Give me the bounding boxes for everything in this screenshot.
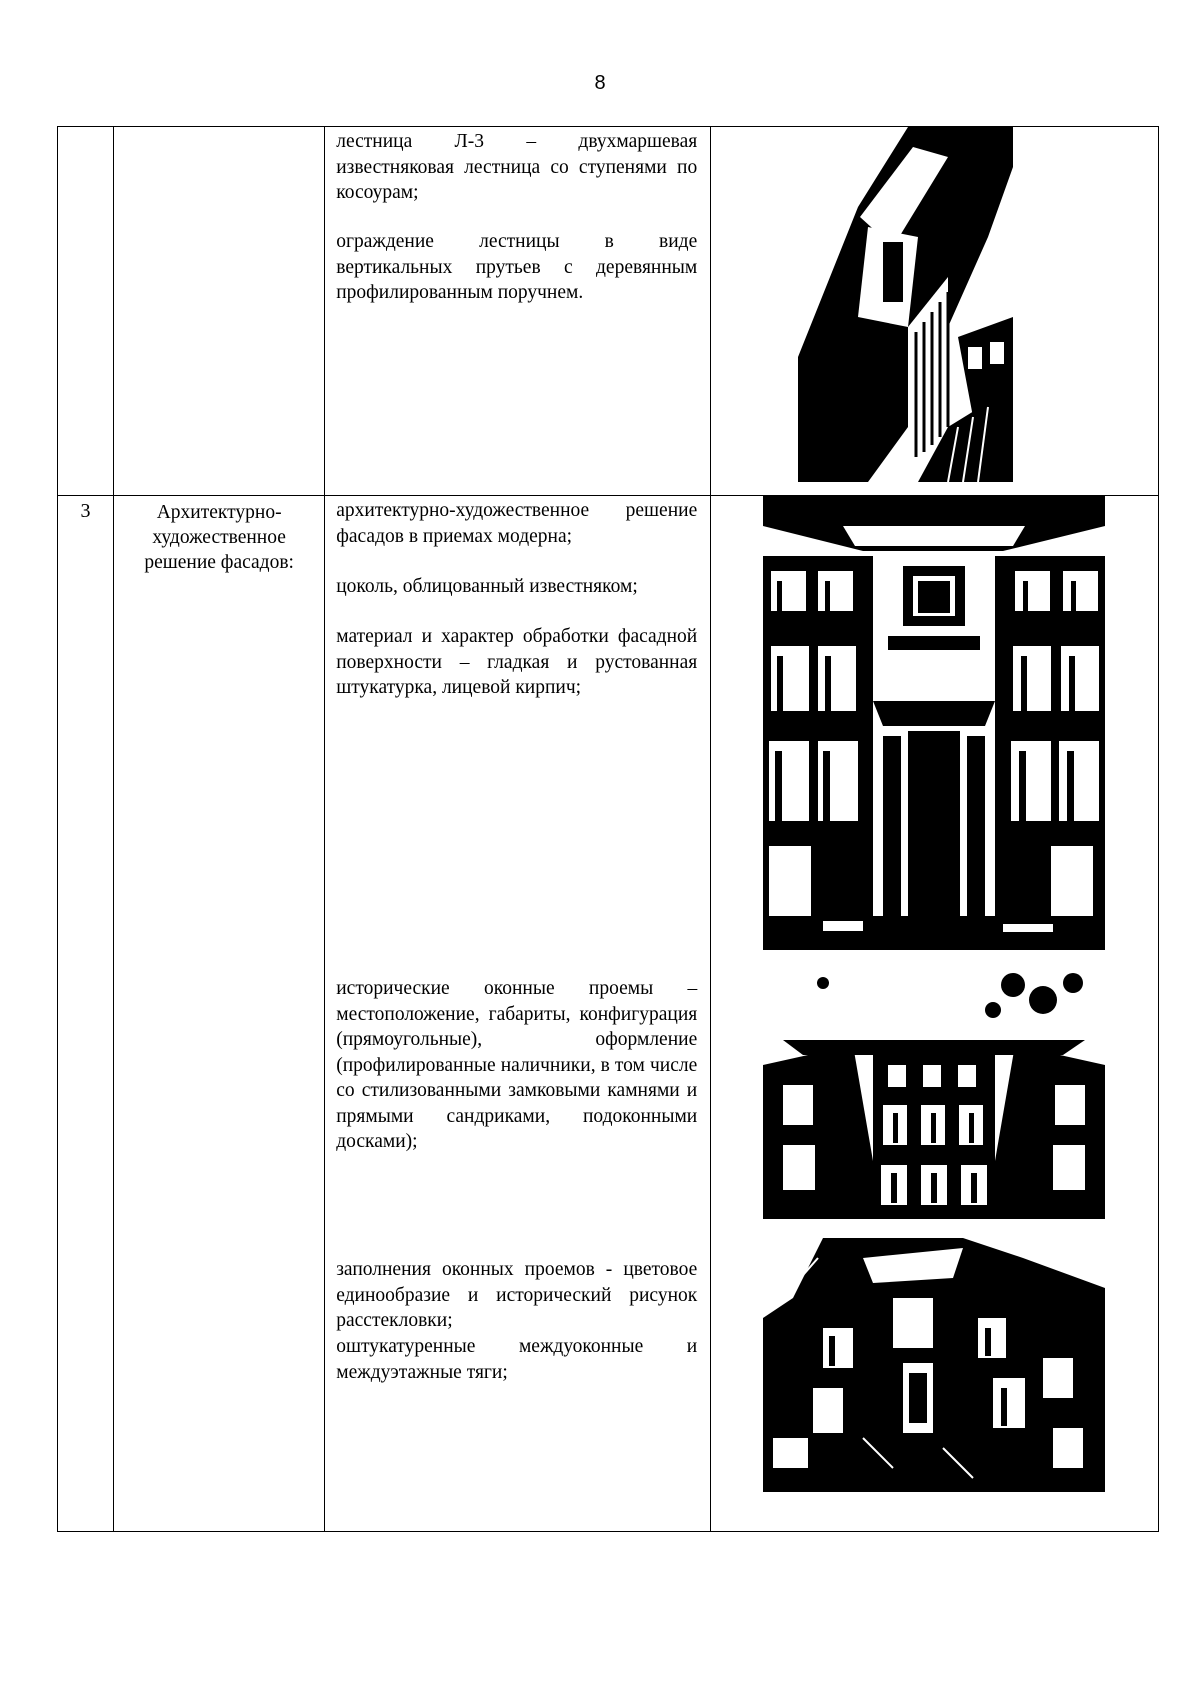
row-image-cell — [710, 127, 1158, 496]
row-number: 3 — [80, 500, 91, 522]
description-paragraph: исторические оконные проемы – местоположение, габариты, конфигурация (прямоугольные), оформление (профилированные наличники, в том числе со стилизованными замковыми камнями и прямыми сандриками, подоконными досками); — [336, 978, 698, 1152]
row-name-cell — [114, 127, 325, 496]
row-name — [114, 127, 324, 131]
row-name: Архитектурно-художественное решение фасадов: — [144, 502, 294, 573]
table-row — [58, 496, 1159, 1532]
description-paragraph: ограждение лестницы в виде вертикальных прутьев с деревянным профилированным поручнем. — [336, 231, 698, 303]
staircase-photo — [798, 127, 1013, 482]
facade-windows-photo — [763, 965, 1105, 1219]
description-paragraph: цоколь, облицованный известняком; — [336, 576, 638, 597]
row-number — [58, 127, 113, 131]
description-paragraph: лестница Л-3 – двухмаршевая известняковая лестница со ступенями по косоурам; — [336, 131, 698, 203]
row-number-cell — [58, 127, 114, 496]
monument-features-table — [57, 126, 1159, 1532]
facade-entrance-photo — [763, 496, 1105, 950]
description-paragraph: архитектурно-художественное решение фасадов в приемах модерна; — [336, 500, 698, 547]
description-paragraph: оштукатуренные междуоконные и междуэтажные тяги; — [336, 1336, 698, 1383]
table-row — [58, 127, 1159, 496]
facade-corner-photo — [763, 1238, 1105, 1492]
row-image-cell — [710, 496, 1158, 1532]
row-name-cell — [114, 496, 325, 1532]
row-description-cell — [325, 127, 710, 496]
row-description-cell — [325, 496, 710, 1532]
row-number-cell — [58, 496, 114, 1532]
description-paragraph: материал и характер обработки фасадной поверхности – гладкая и рустованная штукатурка, лицевой кирпич; — [336, 626, 698, 698]
page-number: 8 — [594, 72, 606, 94]
description-paragraph: заполнения оконных проемов - цветовое единообразие и исторический рисунок расстекловки; — [336, 1259, 698, 1331]
